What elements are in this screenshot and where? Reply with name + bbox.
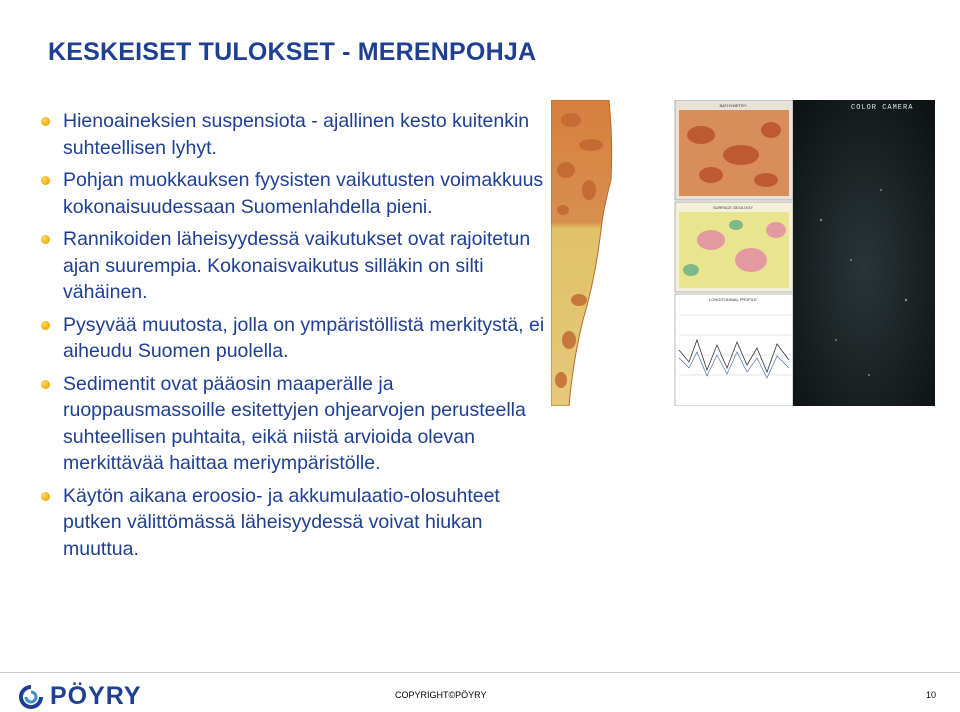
bullet-text: Sedimentit ovat pääosin maaperälle ja ruoppausmassoille esitettyjen ohjearvojen perusteella suhteellisen puhtaita, eikä niistä arvioida olevan merkittävää haittaa meriympäristölle. <box>63 372 526 474</box>
bullet-text: Rannikoiden läheisyydessä vaikutukset ovat rajoitetun ajan suurempia. Kokonaisvaikutus silläkin on silti vähäinen. <box>63 228 531 303</box>
company-logo <box>18 682 142 711</box>
bullet-dot-icon <box>41 117 50 126</box>
camera-label: COLOR CAMERA <box>851 104 914 112</box>
bullet-dot-icon <box>41 492 50 501</box>
bullet-text: Pohjan muokkauksen fyysisten vaikutusten voimakkuus kokonaisuudessaan Suomenlahdella pieni. <box>63 169 544 218</box>
logo-text: PÖYRY <box>50 682 142 710</box>
bullet-item <box>40 108 545 161</box>
bullet-dot-icon <box>41 176 50 185</box>
bullet-text: Hienoaineksien suspensiota - ajallinen kesto kuitenkin suhteellisen lyhyt. <box>63 110 530 159</box>
survey-panels <box>675 100 793 406</box>
color-camera-image <box>793 100 935 406</box>
bullet-item <box>40 167 545 220</box>
surface-geology-panel-label: SURFACE GEOLOGY <box>712 205 754 210</box>
copyright-text: COPYRIGHT©PÖYRY <box>395 690 487 700</box>
page-number: 10 <box>926 690 937 700</box>
seabed-survey-figure <box>551 100 935 406</box>
bullet-dot-icon <box>41 235 50 244</box>
bullet-dot-icon <box>41 380 50 389</box>
bullet-item <box>40 483 545 563</box>
slide-title: KESKEISET TULOKSET - MERENPOHJA <box>48 38 537 66</box>
bullet-item <box>40 312 545 365</box>
bullet-dot-icon <box>41 321 50 330</box>
bullet-text: Käytön aikana eroosio- ja akkumulaatio-olosuhteet putken välittömässä läheisyydessä voivat hiukan muuttua. <box>63 484 500 560</box>
bullet-item <box>40 371 545 477</box>
bathymetry-panel-label: BATHYMETRY <box>719 103 747 108</box>
poyry-logo-icon <box>18 685 44 709</box>
bathymetry-strip <box>551 100 612 406</box>
bullet-item <box>40 226 545 306</box>
bullet-list <box>40 108 545 568</box>
longitudinal-profile-panel-label: LONGITUDINAL PROFILE <box>709 297 757 302</box>
bullet-text: Pysyvää muutosta, jolla on ympäristöllistä merkitystä, ei aiheudu Suomen puolella. <box>63 313 545 362</box>
footer-divider <box>0 672 960 673</box>
